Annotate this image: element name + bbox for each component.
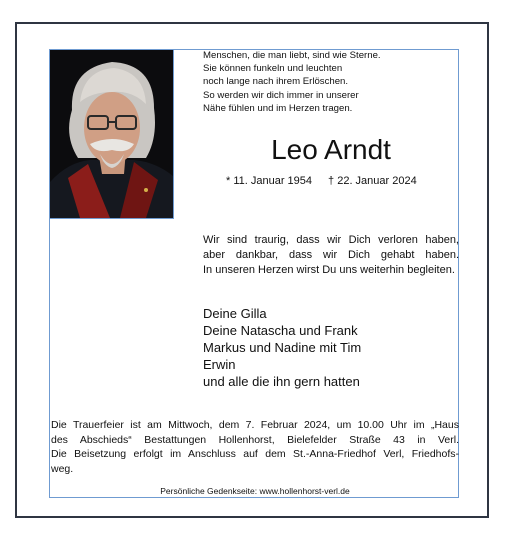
mourner-line: Markus und Nadine mit Tim [203, 340, 362, 355]
death-date: † 22. Januar 2024 [328, 175, 417, 187]
service-line: Die Trauerfeier ist am Mittwoch, dem 7. Februar 2024, um 10.00 Uhr im „Haus [51, 419, 459, 431]
mourners-list [203, 305, 361, 390]
birth-date: * 11. Januar 1954 [226, 175, 313, 187]
portrait-photo [50, 50, 174, 219]
poem-line: noch lange nach ihrem Erlöschen. [203, 76, 349, 88]
life-dates [226, 175, 417, 187]
poem-line: So werden wir dich immer in unserer [203, 89, 359, 101]
poem-line: Menschen, die man liebt, sind wie Sterne. [203, 50, 381, 61]
memorial-page-link[interactable]: Persönliche Gedenkseite: www.hollenhorst-verl.de [160, 486, 350, 496]
mourner-line: Deine Natascha und Frank [203, 323, 358, 338]
mourner-line: Erwin [203, 357, 236, 372]
mourner-line: und alle die ihn gern hatten [203, 374, 360, 389]
funeral-service-info [51, 418, 459, 476]
mourner-line: Deine Gilla [203, 306, 267, 321]
poem-line: Nähe fühlen und im Herzen tragen. [203, 102, 353, 114]
deceased-name: Leo Arndt [271, 134, 391, 165]
message-line: In unseren Herzen wirst Du uns weiterhin begleiten. [203, 264, 455, 276]
portrait-illustration [50, 50, 173, 218]
message-line: aber dankbar, dass wir Dich gehabt haben. [203, 249, 459, 261]
condolence-message [203, 233, 459, 278]
poem-verse [203, 49, 453, 115]
message-line: Wir sind traurig, dass wir Dich verloren haben, [203, 234, 459, 246]
poem-line: Sie können funkeln und leuchten [203, 63, 343, 75]
service-line: Die Beisetzung erfolgt im Anschluss auf dem St.-Anna-Friedhof Verl, Friedhofs- [51, 448, 459, 460]
service-line: des Abschieds“ Bestattungen Hollenhorst, Bielefelder Straße 43 in Verl. [51, 433, 459, 446]
service-line: weg. [51, 462, 74, 475]
